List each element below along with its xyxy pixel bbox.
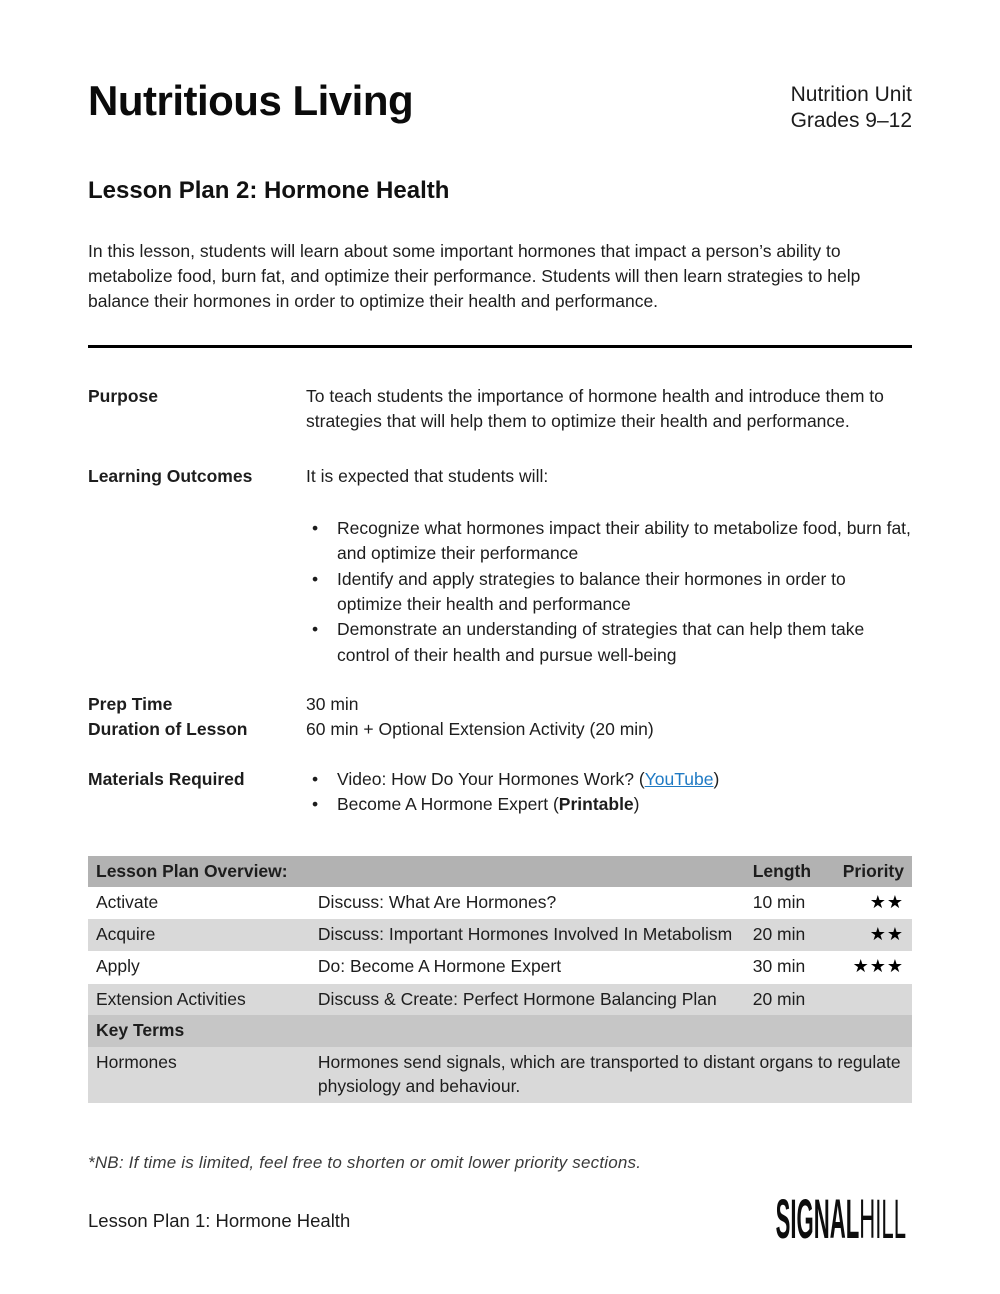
length-cell: 30 min bbox=[752, 956, 806, 977]
phase-cell: Activate bbox=[96, 892, 159, 912]
activity-cell: Discuss: Important Hormones Involved In Metabolism bbox=[317, 924, 733, 945]
table-row bbox=[88, 887, 912, 919]
outcome-item: • Identify and apply strategies to balance their hormones in order to optimize their health and performance bbox=[306, 567, 912, 618]
logo-text-hill: HILL bbox=[859, 1188, 906, 1251]
prep-time-label: Prep Time bbox=[88, 694, 173, 714]
material-text: Become A Hormone Expert ( bbox=[337, 794, 559, 815]
outcomes-label: Learning Outcomes bbox=[88, 466, 253, 487]
footer bbox=[88, 1188, 912, 1254]
term-row bbox=[88, 1047, 912, 1103]
divider-rule bbox=[88, 345, 912, 348]
printable-label: Printable bbox=[558, 794, 634, 815]
length-column-header: Length bbox=[752, 860, 812, 881]
table-row bbox=[88, 919, 912, 951]
footer-page-label: Lesson Plan 1: Hormone Health bbox=[88, 1209, 351, 1231]
key-terms-header-row bbox=[88, 1015, 912, 1047]
materials-label: Materials Required bbox=[88, 768, 245, 789]
grade-range: Grades 9–12 bbox=[790, 109, 912, 133]
phase-cell: Apply bbox=[96, 956, 140, 977]
intro-paragraph: In this lesson, students will learn about some important hormones that impact a person’s ability to metabolize food, burn fat, and optimize their performance. Students will then learn strategies to help balance their hormones in order to optimize their health and performance. bbox=[88, 240, 861, 312]
table-header-row bbox=[88, 856, 912, 888]
phase-cell: Extension Activities bbox=[96, 988, 246, 1009]
prep-time-value: 30 min bbox=[306, 694, 359, 714]
table-row bbox=[88, 951, 912, 983]
priority-column-header: Priority bbox=[842, 860, 904, 881]
lesson-subtitle: Lesson Plan 2: Hormone Health bbox=[88, 176, 450, 204]
priority-stars: ★★★ bbox=[852, 956, 904, 977]
outcomes-list bbox=[306, 516, 912, 668]
material-text: Video: How Do Your Hormones Work? ( bbox=[337, 768, 645, 789]
table-title: Lesson Plan Overview: bbox=[96, 860, 288, 881]
unit-info bbox=[791, 78, 912, 135]
key-terms-label: Key Terms bbox=[96, 1020, 185, 1041]
signal-hill-logo bbox=[776, 1189, 906, 1253]
document-title: Nutritious Living bbox=[88, 77, 414, 124]
priority-stars: ★★ bbox=[869, 924, 904, 945]
term-cell: Hormones bbox=[96, 1051, 177, 1072]
definition-cell: Hormones send signals, which are transported to distant organs to regulate physiology and behaviour. bbox=[317, 1051, 901, 1097]
material-item-printable bbox=[306, 792, 912, 817]
length-cell: 20 min bbox=[752, 988, 806, 1009]
phase-cell: Acquire bbox=[96, 924, 156, 945]
purpose-label: Purpose bbox=[88, 385, 159, 406]
purpose-text: To teach students the importance of hormone health and introduce them to strategies that will help them to optimize their health and performance. bbox=[306, 385, 884, 431]
unit-name: Nutrition Unit bbox=[790, 83, 912, 106]
activity-cell: Discuss & Create: Perfect Hormone Balancing Plan bbox=[317, 988, 717, 1009]
duration-label: Duration of Lesson bbox=[88, 719, 248, 740]
details-section bbox=[88, 384, 912, 818]
priority-stars: ★★ bbox=[869, 892, 904, 912]
activity-cell: Discuss: What Are Hormones? bbox=[317, 892, 557, 912]
material-text: ) bbox=[713, 768, 720, 789]
duration-value: 60 min + Optional Extension Activity (20 min) bbox=[306, 719, 654, 740]
length-cell: 20 min bbox=[752, 924, 806, 945]
outcome-item: • Recognize what hormones impact their ability to metabolize food, burn fat, and optimize their performance bbox=[306, 516, 912, 567]
table-row bbox=[88, 984, 912, 1016]
material-item-video bbox=[306, 767, 912, 792]
outcome-item: • Demonstrate an understanding of strategies that can help them take control of their health and pursue well-being bbox=[306, 617, 912, 668]
length-cell: 10 min bbox=[752, 892, 806, 912]
header bbox=[88, 78, 912, 135]
material-text: ) bbox=[633, 794, 640, 815]
lesson-plan-overview-table bbox=[88, 856, 912, 1103]
priority-footnote: *NB: If time is limited, feel free to shorten or omit lower priority sections. bbox=[88, 1152, 642, 1172]
youtube-link[interactable]: YouTube bbox=[644, 768, 714, 789]
outcomes-intro: It is expected that students will: bbox=[306, 466, 549, 487]
outcomes-block bbox=[306, 464, 912, 668]
logo-text-signal: SIGNAL bbox=[775, 1188, 860, 1251]
materials-list bbox=[306, 767, 912, 818]
activity-cell: Do: Become A Hormone Expert bbox=[317, 956, 562, 977]
